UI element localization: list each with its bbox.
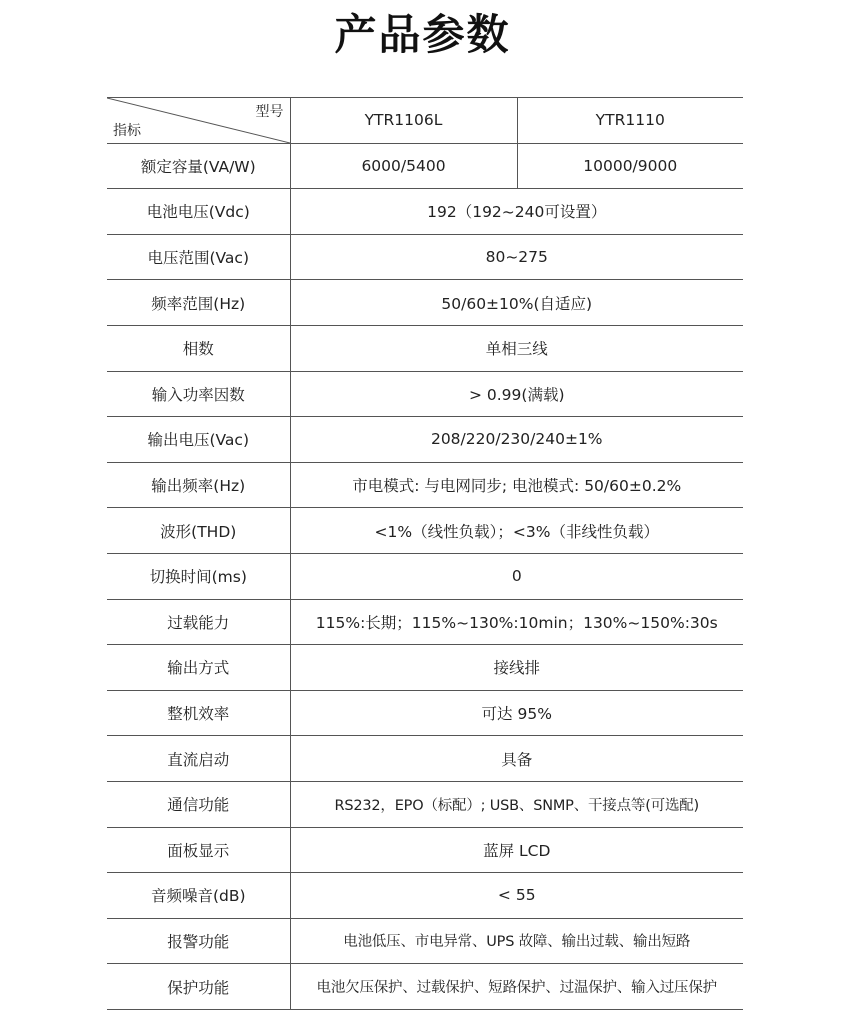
row-value: RS232，EPO（标配）; USB、SNMP、干接点等(可选配) <box>290 781 743 827</box>
table-row <box>107 599 743 645</box>
row-value: > 0.99(满载) <box>290 371 743 417</box>
row-label: 输出频率(Hz) <box>107 462 290 508</box>
row-value: <1%（线性负载）；<3%（非线性负载） <box>290 508 743 554</box>
row-value: 市电模式: 与电网同步; 电池模式: 50/60±0.2% <box>290 462 743 508</box>
row-label: 输出方式 <box>107 645 290 691</box>
table-row <box>107 873 743 919</box>
table-header-row <box>107 98 743 144</box>
row-value: 10000/9000 <box>517 143 743 189</box>
row-label: 波形(THD) <box>107 508 290 554</box>
row-label: 电压范围(Vac) <box>107 234 290 280</box>
table-row <box>107 143 743 189</box>
row-label: 音频噪音(dB) <box>107 873 290 919</box>
row-value: 接线排 <box>290 645 743 691</box>
table-row <box>107 827 743 873</box>
row-label: 整机效率 <box>107 690 290 736</box>
row-value: 电池低压、市电异常、UPS 故障、输出过载、输出短路 <box>290 918 743 964</box>
row-value: < 55 <box>290 873 743 919</box>
row-value: 蓝屏 LCD <box>290 827 743 873</box>
corner-cell <box>107 98 290 144</box>
table-row <box>107 645 743 691</box>
row-value: 6000/5400 <box>290 143 517 189</box>
table-row <box>107 280 743 326</box>
row-value: 192（192~240可设置） <box>290 189 743 235</box>
spec-table <box>107 97 743 1010</box>
row-label: 相数 <box>107 325 290 371</box>
row-value: 80~275 <box>290 234 743 280</box>
row-label: 通信功能 <box>107 781 290 827</box>
row-label: 面板显示 <box>107 827 290 873</box>
row-label: 直流启动 <box>107 736 290 782</box>
table-row <box>107 690 743 736</box>
row-value: 可达 95% <box>290 690 743 736</box>
row-label: 额定容量(VA/W) <box>107 143 290 189</box>
table-row <box>107 918 743 964</box>
table-row <box>107 325 743 371</box>
table-row <box>107 234 743 280</box>
model-name: YTR1106L <box>290 98 517 144</box>
row-value: 电池欠压保护、过载保护、短路保护、过温保护、输入过压保护 <box>290 964 743 1010</box>
row-label: 频率范围(Hz) <box>107 280 290 326</box>
row-label: 报警功能 <box>107 918 290 964</box>
table-row <box>107 964 743 1010</box>
row-value: 208/220/230/240±1% <box>290 417 743 463</box>
row-value: 50/60±10%(自适应) <box>290 280 743 326</box>
row-label: 过载能力 <box>107 599 290 645</box>
table-row <box>107 781 743 827</box>
row-label: 保护功能 <box>107 964 290 1010</box>
table-row <box>107 417 743 463</box>
row-label: 输出电压(Vac) <box>107 417 290 463</box>
row-value: 0 <box>290 553 743 599</box>
table-row <box>107 508 743 554</box>
spec-header-label: 指标 <box>113 122 141 139</box>
table-row <box>107 462 743 508</box>
table-row <box>107 189 743 235</box>
row-value: 具备 <box>290 736 743 782</box>
page-title: 产品参数 <box>334 10 511 59</box>
table-row <box>107 553 743 599</box>
row-label: 切换时间(ms) <box>107 553 290 599</box>
model-header-label: 型号 <box>255 104 284 120</box>
row-value: 115%:长期；115%~130%:10min；130%~150%:30s <box>290 599 743 645</box>
row-label: 电池电压(Vdc) <box>107 189 290 235</box>
row-value: 单相三线 <box>290 325 743 371</box>
table-row <box>107 371 743 417</box>
table-row <box>107 736 743 782</box>
row-label: 输入功率因数 <box>107 371 290 417</box>
model-name: YTR1110 <box>517 98 743 144</box>
